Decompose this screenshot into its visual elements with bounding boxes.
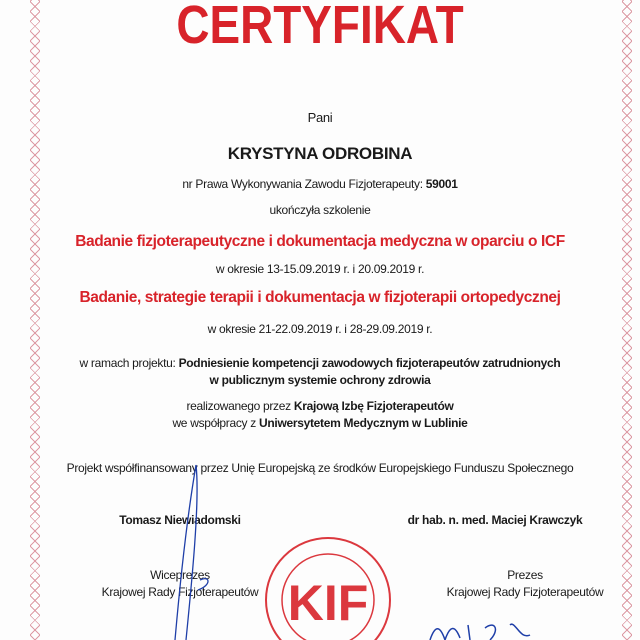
license-label: nr Prawa Wykonywania Zawodu Fizjoterapeuty: [182,177,423,191]
right-signatory-role: Prezes [507,568,543,582]
course-1-title: Badanie fizjoterapeutyczne i dokumentacja medyczna w oparciu o ICF [75,233,565,250]
course-2-dates: w okresie 21-22.09.2019 r. i 28-29.09.2019 r. [207,322,433,336]
left-signature [175,465,208,640]
completed-text: ukończyła szkolenie [269,203,371,217]
left-signatory-role: Wiceprezes [150,568,210,582]
realized-by: Krajową Izbę Fizjoterapeutów [293,399,454,413]
right-signature [430,624,530,640]
salutation: Pani [307,110,333,125]
cooperation-with: Uniwersytetem Medycznym w Lublinie [259,416,468,430]
certificate-title: CERTYFIKAT [176,0,464,55]
course-1-dates: w okresie 13-15.09.2019 r. i 20.09.2019 r. [215,262,425,276]
project-name-1: Podniesienie kompetencji zawodowych fizjoterapeutów zatrudnionych [178,356,561,370]
kif-stamp [266,538,390,640]
cooperation-label: we współpracy z [172,416,256,430]
project-label: w ramach projektu: [79,356,176,370]
project-name-2: w publicznym systemie ochrony zdrowia [209,373,431,387]
course-2-title: Badanie, strategie terapii i dokumentacja w fizjoterapii ortopedycznej [79,289,561,306]
right-signatory-name: dr hab. n. med. Maciej Krawczyk [407,513,583,527]
left-signatory-name: Tomasz Niewiadomski [119,513,241,527]
right-signatory-org: Krajowej Rady Fizjoterapeutów [446,585,604,599]
recipient-name: KRYSTYNA ODROBINA [227,144,413,163]
left-signatory-org: Krajowej Rady Fizjoterapeutów [101,585,259,599]
svg-text:KIF: KIF [287,575,369,631]
funding-text: Projekt współfinansowany przez Unię Europejską ze środków Europejskiego Funduszu Społecznego [66,461,574,475]
realized-label: realizowanego przez [186,399,291,413]
license-number: 59001 [425,177,458,191]
